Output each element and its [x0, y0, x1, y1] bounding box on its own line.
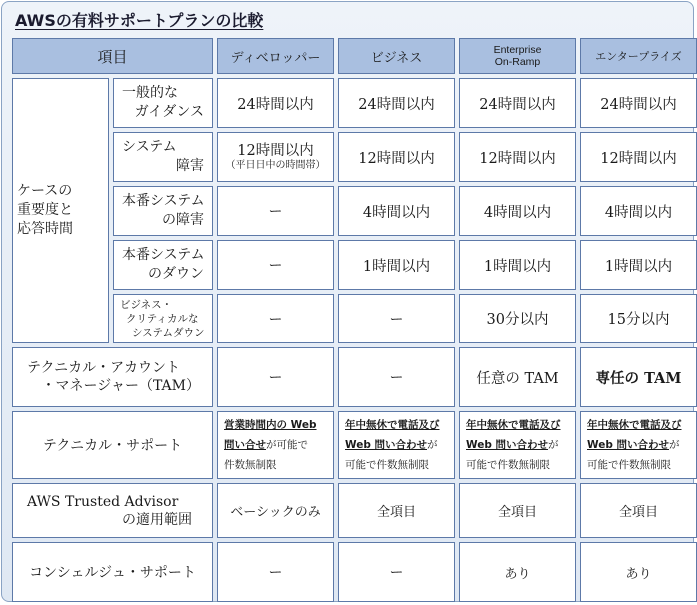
cell-tam-developer: ー	[217, 347, 334, 407]
header-developer: ディベロッパー	[217, 38, 334, 74]
cell-advisor-onramp: 全項目	[459, 483, 576, 538]
tech-text: 年中無休で電話及び	[345, 419, 440, 431]
row-label-production-down	[113, 240, 213, 290]
row-label-line: の適用範囲	[122, 511, 192, 528]
cell-tam-enterprise: 専任の TAM	[580, 347, 697, 407]
cell-general-onramp: 24時間以内	[459, 78, 576, 128]
tech-text: が	[427, 439, 438, 451]
row-label-trusted-advisor	[12, 483, 213, 538]
header-item: 項目	[12, 38, 213, 74]
row-label-general-guidance	[113, 78, 213, 128]
cell-concierge-onramp: あり	[459, 542, 576, 602]
case-group-label-line: 重要度と	[17, 202, 73, 218]
cell-prod-down-developer: ー	[217, 240, 334, 290]
cell-impaired-enterprise: 12時間以内	[580, 132, 697, 182]
cell-concierge-enterprise: あり	[580, 542, 697, 602]
row-label-system-impaired	[113, 132, 213, 182]
tech-text: が	[548, 439, 559, 451]
tech-text: が	[669, 439, 680, 451]
header-business: ビジネス	[338, 38, 455, 74]
header-enterprise-onramp	[459, 38, 576, 74]
tech-text: が可能で	[266, 439, 308, 451]
tech-text: 営業時間内の Web	[224, 419, 317, 431]
cell-critical-onramp: 30分以内	[459, 294, 576, 343]
tech-text: Web 問い合わせ	[466, 439, 549, 451]
case-group-label	[12, 78, 109, 343]
row-label-line: ガイダンス	[134, 104, 204, 120]
cell-note: （平日日中の時間帯）	[225, 160, 326, 171]
cell-tech-enterprise	[580, 411, 697, 479]
tech-text: 可能で件数無制限	[345, 459, 429, 471]
cell-prod-down-business: 1時間以内	[338, 240, 455, 290]
row-label-line: AWS Trusted Advisor	[27, 493, 179, 510]
case-group-label-line: ケースの	[17, 183, 73, 199]
tech-text: 問い合せ	[224, 439, 266, 451]
page-title: AWSの有料サポートプランの比較	[15, 11, 264, 30]
comparison-table	[12, 38, 697, 602]
row-label-concierge: コンシェルジュ・サポート	[12, 542, 213, 602]
tech-text: Web 問い合わせ	[587, 439, 670, 451]
row-label-line: システムダウン	[132, 326, 205, 339]
cell-general-developer: 24時間以内	[217, 78, 334, 128]
cell-tam-business: ー	[338, 347, 455, 407]
cell-tam-onramp: 任意の TAM	[459, 347, 576, 407]
cell-prod-down-enterprise: 1時間以内	[580, 240, 697, 290]
cell-prod-down-onramp: 1時間以内	[459, 240, 576, 290]
row-label-line: ビジネス・	[120, 298, 173, 311]
header-enterprise-onramp-line1: Enterprise	[493, 44, 542, 56]
cell-prod-impaired-business: 4時間以内	[338, 186, 455, 236]
tech-text: Web 問い合わせ	[345, 439, 428, 451]
row-label-line: システム	[122, 139, 177, 155]
cell-tech-onramp	[459, 411, 576, 479]
header-enterprise: エンタープライズ	[580, 38, 697, 74]
cell-tech-business	[338, 411, 455, 479]
row-label-line: 一般的な	[122, 85, 178, 101]
row-label-production-impaired	[113, 186, 213, 236]
cell-advisor-developer: ベーシックのみ	[217, 483, 334, 538]
row-label-line: のダウン	[148, 266, 204, 282]
cell-tech-developer	[217, 411, 334, 479]
cell-value: 12時間以内	[237, 143, 314, 159]
cell-critical-developer: ー	[217, 294, 334, 343]
cell-concierge-developer: ー	[217, 542, 334, 602]
cell-critical-enterprise: 15分以内	[580, 294, 697, 343]
row-label-line: テクニカル・アカウント	[27, 360, 181, 376]
tech-text: 年中無休で電話及び	[466, 419, 561, 431]
cell-general-business: 24時間以内	[338, 78, 455, 128]
cell-prod-impaired-onramp: 4時間以内	[459, 186, 576, 236]
cell-impaired-business: 12時間以内	[338, 132, 455, 182]
cell-impaired-onramp: 12時間以内	[459, 132, 576, 182]
cell-advisor-enterprise: 全項目	[580, 483, 697, 538]
cell-impaired-developer	[217, 132, 334, 182]
row-label-business-critical	[113, 294, 213, 343]
header-enterprise-onramp-line2: On-Ramp	[494, 56, 541, 68]
row-label-line: 障害	[176, 158, 204, 174]
cell-advisor-business: 全項目	[338, 483, 455, 538]
row-label-tam	[12, 347, 213, 407]
tech-text: 件数無制限	[224, 459, 277, 471]
tech-text: 可能で件数無制限	[587, 459, 671, 471]
row-label-line: の障害	[162, 212, 204, 228]
row-label-line: ・マネージャー（TAM）	[41, 378, 200, 394]
row-label-line: 本番システム	[122, 193, 205, 209]
row-label-tech-support: テクニカル・サポート	[12, 411, 213, 479]
cell-general-enterprise: 24時間以内	[580, 78, 697, 128]
tech-text: 年中無休で電話及び	[587, 419, 682, 431]
cell-prod-impaired-developer: ー	[217, 186, 334, 236]
cell-prod-impaired-enterprise: 4時間以内	[580, 186, 697, 236]
row-label-line: クリティカルな	[126, 312, 199, 325]
case-group-label-line: 応答時間	[17, 221, 73, 237]
row-label-line: 本番システム	[122, 247, 205, 263]
cell-concierge-business: ー	[338, 542, 455, 602]
tech-text: 可能で件数無制限	[466, 459, 550, 471]
cell-critical-business: ー	[338, 294, 455, 343]
